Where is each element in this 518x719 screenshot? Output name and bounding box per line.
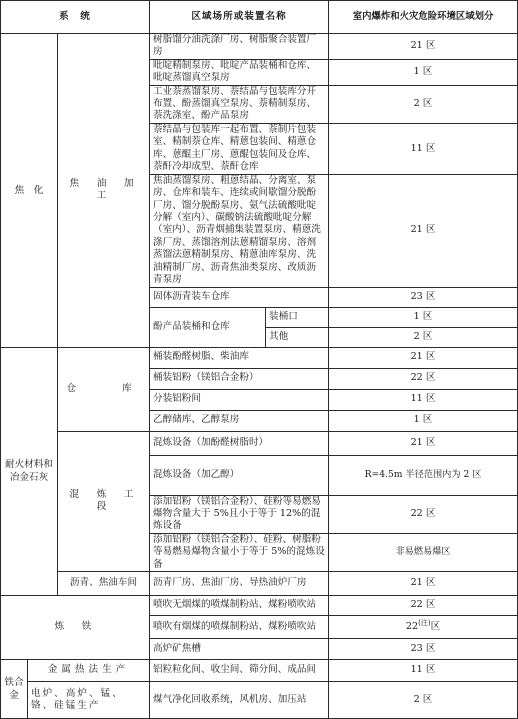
sub-place-cell: 装桶口 (266, 307, 329, 327)
place-cell: 桶装酚醛树脂、柴油库 (150, 347, 329, 368)
place-cell: 喷吹有烟煤的喷煤制粉站、煤粉喷吹站 (150, 615, 329, 638)
zone-cell: 11 区 (329, 123, 518, 174)
zone-cell: R=4.5m 半径范围内为 2 区 (329, 455, 518, 495)
system-refractory: 耐火材料和冶金石灰 (1, 347, 58, 595)
table-row (1, 659, 518, 681)
place-cell: 乙醇储库、乙醇泵房 (150, 410, 329, 431)
place-cell: 分装铝粉间 (150, 389, 329, 410)
zone-cell: 22 区 (329, 595, 518, 615)
place-cell: 吡啶精制泵房、吡啶产品装桶和仓库、吡啶蒸馏真空泵房 (150, 59, 329, 85)
subsystem-tar-processing: 焦 油 加 工 (58, 34, 150, 348)
place-cell: 添加铝粉（镁铝合金粉）、硅粉等易燃易爆物含量大于 5%且小于等于 12%的混炼设备 (150, 495, 329, 533)
header-row (1, 1, 518, 34)
table-row (1, 681, 518, 718)
zone-cell: 非易燃易爆区 (329, 533, 518, 571)
zone-cell: 22 区 (329, 495, 518, 533)
table-row (1, 34, 518, 60)
place-cell: 桶装铝粉（镁铝合金粉） (150, 368, 329, 389)
subsystem-storage: 仓 库 (58, 347, 150, 431)
place-cell: 酚产品装桶和仓库 (150, 307, 266, 347)
table-row (1, 571, 518, 595)
subsystem-furnace: 电炉、高炉、锰、铬、硅锰生产 (28, 681, 150, 718)
footnote-marker: (注) (418, 618, 431, 627)
header-place: 区域场所或装置名称 (150, 1, 329, 34)
system-ferroalloy: 铁合金 (1, 659, 28, 718)
place-cell: 高炉矿焦槽 (150, 638, 329, 659)
place-cell: 焦油蒸馏泵房、粗蒽结晶、分离室、泵房、仓库和装车、连续或间歇馏分脱酚厂房、馏分脱酚泵房、氨气法硫酸吡啶分解（室内）、碳酸钠法硫酸吡啶分解（室内）、沥青烟捕集装置泵房、精蒽洗涤厂房、蒸馏溶剂法蒽精馏泵房、溶剂蒸馏法蒽精制泵房、精蒽油库泵房、洗油精制厂房、沥青焦油类泵房、改质沥青泵房 (150, 174, 329, 287)
zone-cell: 21 区 (329, 347, 518, 368)
table-row (1, 347, 518, 368)
zone-cell: 1 区 (329, 410, 518, 431)
place-cell: 沥青厂房、焦油厂房、导热油炉厂房 (150, 571, 329, 595)
place-cell: 添加铝粉（镁铝合金粉）、硅粉、树脂粉等易燃易爆物含量小于等于 5%的混炼设备 (150, 533, 329, 571)
zone-cell: 11 区 (329, 659, 518, 681)
place-cell: 工业萘蒸馏泵房、萘结晶与包装库分开布置、酚蒸馏真空泵房、萘精制泵房、萘洗涤室、酚产品泵房 (150, 85, 329, 123)
place-cell: 萘结晶与包装库一起布置、萘制片包装室、精制萘仓库、精蒽包装间、精蒽仓库、蒽醌主厂房、蒽醌包装间及仓库、萘酐冷却成型、萘酐仓库 (150, 123, 329, 174)
place-cell: 铝粒粒化间、收尘间、筛分间、成品间 (150, 659, 329, 681)
zone-cell (329, 615, 518, 638)
zone-unit: 区 (430, 620, 441, 632)
zone-cell: 1 区 (329, 59, 518, 85)
zone-cell: 23 区 (329, 287, 518, 307)
system-coking: 焦 化 (1, 34, 58, 348)
zone-cell: 21 区 (329, 174, 518, 287)
zone-cell: 22 区 (329, 368, 518, 389)
place-cell: 煤气净化回收系统，风机房、加压站 (150, 681, 329, 718)
system-ironmaking: 炼 铁 (1, 595, 150, 659)
header-zone: 室内爆炸和火灾危险环境区域划分 (329, 1, 518, 34)
place-cell: 喷吹无烟煤的喷煤制粉站、煤粉喷吹站 (150, 595, 329, 615)
subsystem-mixing: 混 炼 工 段 (58, 431, 150, 571)
sub-place-cell: 其他 (266, 327, 329, 347)
zone-cell: 21 区 (329, 34, 518, 60)
zone-cell: 2 区 (329, 327, 518, 347)
place-cell: 固体沥青装车仓库 (150, 287, 329, 307)
subsystem-metallothermic: 金属热法生产 (28, 659, 150, 681)
zone-cell: 11 区 (329, 389, 518, 410)
zone-value: 22 (405, 620, 419, 632)
table-row (1, 595, 518, 615)
place-cell: 树脂馏分油洗涤厂房、树脂聚合装置厂房 (150, 34, 329, 60)
zone-cell: 21 区 (329, 431, 518, 455)
zone-cell: 2 区 (329, 681, 518, 718)
place-cell: 混炼设备（加乙醇） (150, 455, 329, 495)
table-row (1, 431, 518, 455)
zone-cell: 21 区 (329, 571, 518, 595)
header-system: 系 统 (1, 1, 150, 34)
place-cell: 混炼设备（加酚醛树脂时） (150, 431, 329, 455)
subsystem-asphalt: 沥青、焦油车间 (58, 571, 150, 595)
zone-cell: 1 区 (329, 307, 518, 327)
zone-cell: 2 区 (329, 85, 518, 123)
zone-cell: 23 区 (329, 638, 518, 659)
